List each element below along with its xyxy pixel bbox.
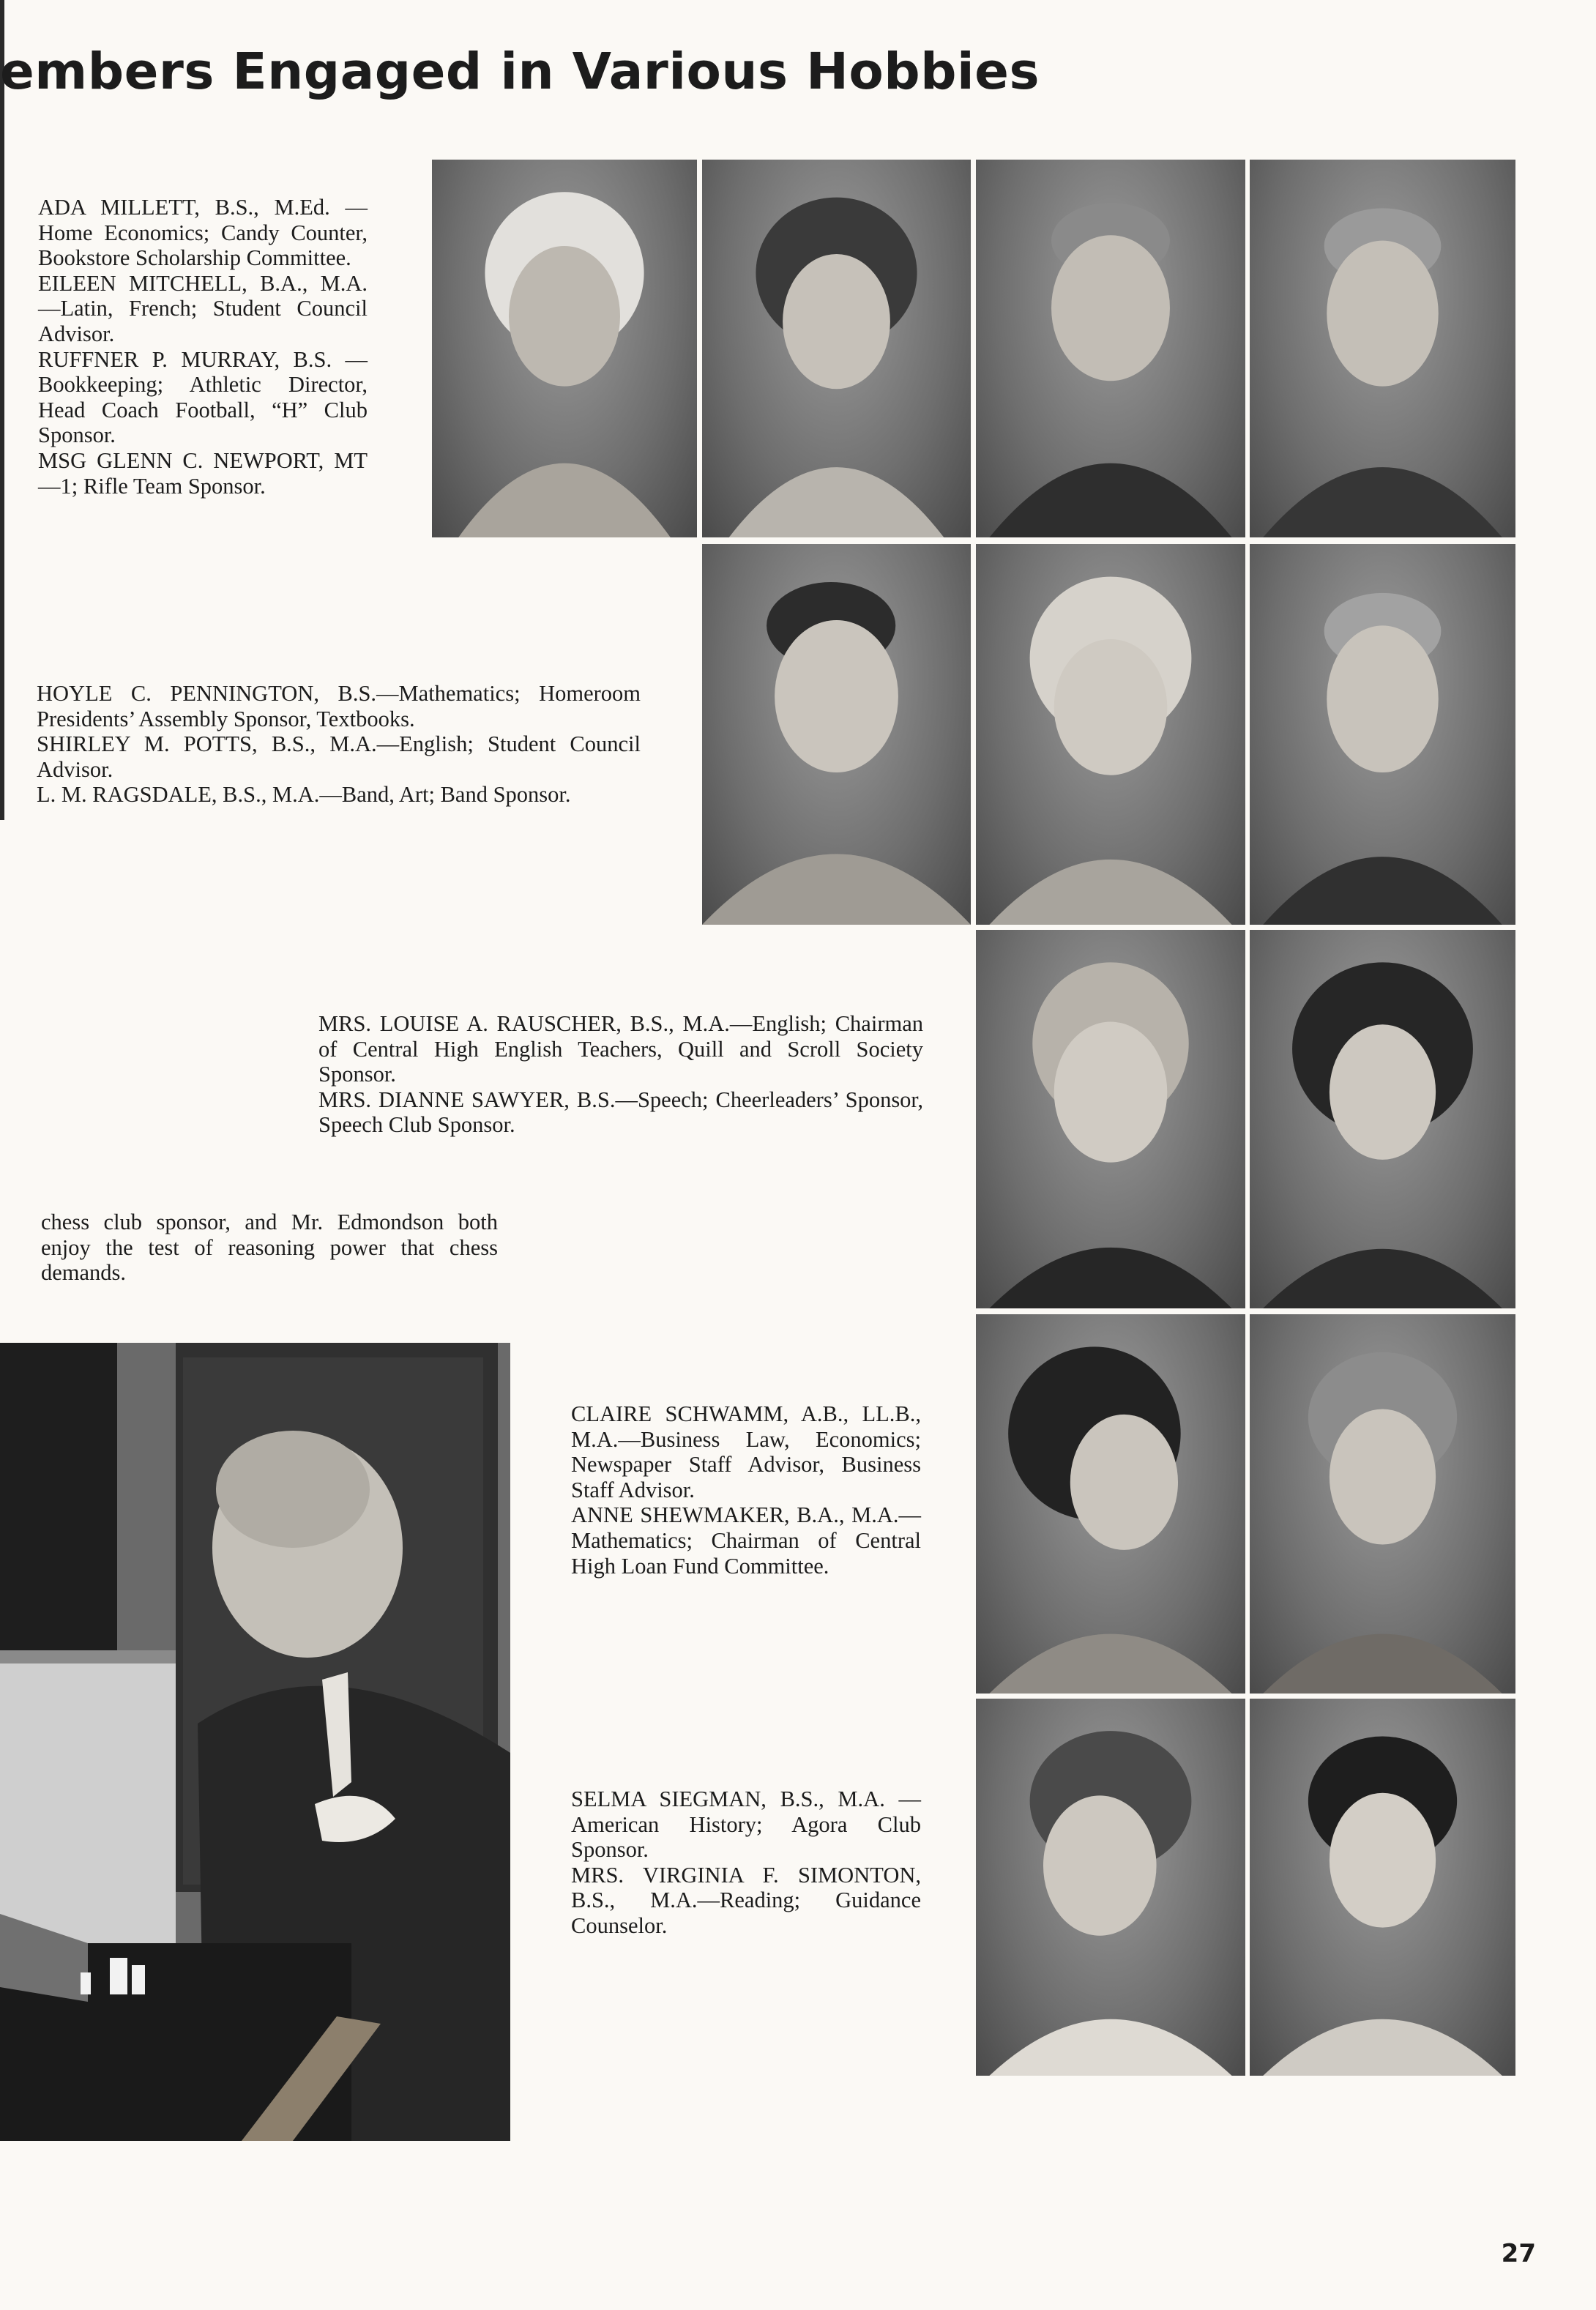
caption-virginia-simonton: MRS. VIRGINIA F. SIMONTON, B.S., M.A.—Reading; Guidance Counselor. <box>571 1862 921 1938</box>
photo-chess-player <box>0 1343 510 2141</box>
portrait-shirley-potts <box>976 544 1245 925</box>
caption-anne-shewmaker: ANNE SHEWMAKER, B.A., M.A.—Mathematics; Chairman of Central High Loan Fund Committee. <box>571 1502 921 1579</box>
caption-ada-millett: ADA MILLETT, B.S., M.Ed. —Home Economics; Candy Counter, Bookstore Scholarship Committee. <box>38 195 368 271</box>
caption-chess <box>41 1210 498 1286</box>
portrait-virginia-simonton <box>1250 1699 1515 2076</box>
caption-chess-text: chess club sponsor, and Mr. Edmondson both enjoy the test of reasoning power that chess demands. <box>41 1210 498 1286</box>
portrait-ada-millett <box>432 160 697 537</box>
page-title: embers Engaged in Various Hobbies <box>0 42 1040 101</box>
caption-shirley-potts: SHIRLEY M. POTTS, B.S., M.A.—English; Student Council Advisor. <box>37 731 641 782</box>
portrait-ruffner-murray <box>976 160 1245 537</box>
portrait-selma-siegman <box>976 1699 1245 2076</box>
portrait-ragsdale <box>1250 544 1515 925</box>
caption-group-2 <box>37 681 641 808</box>
caption-group-5 <box>571 1786 921 1939</box>
caption-hoyle-pennington: HOYLE C. PENNINGTON, B.S.—Mathematics; Homeroom Presidents’ Assembly Sponsor, Textbooks. <box>37 681 641 731</box>
caption-group-4 <box>571 1401 921 1579</box>
caption-group-1 <box>38 195 368 499</box>
caption-claire-schwamm: CLAIRE SCHWAMM, A.B., LL.B., M.A.—Business Law, Economics; Newspaper Staff Advisor, Business Staff Advisor. <box>571 1401 921 1502</box>
caption-louise-rauscher: MRS. LOUISE A. RAUSCHER, B.S., M.A.—English; Chairman of Central High English Teachers, Quill and Scroll Society Sponsor. <box>318 1011 923 1087</box>
portrait-dianne-sawyer <box>1250 930 1515 1308</box>
caption-dianne-sawyer: MRS. DIANNE SAWYER, B.S.—Speech; Cheerleaders’ Sponsor, Speech Club Sponsor. <box>318 1087 923 1138</box>
page-number: 27 <box>1501 2239 1536 2268</box>
page-edge-shadow <box>0 0 4 820</box>
portrait-eileen-mitchell <box>702 160 971 537</box>
portrait-hoyle-pennington <box>702 544 971 925</box>
caption-ruffner-murray: RUFFNER P. MURRAY, B.S. —Bookkeeping; Athletic Director, Head Coach Football, “H” Club Sponsor. <box>38 346 368 448</box>
caption-group-3 <box>318 1011 923 1138</box>
caption-selma-siegman: SELMA SIEGMAN, B.S., M.A. —American History; Agora Club Sponsor. <box>571 1786 921 1863</box>
portrait-anne-shewmaker <box>1250 1314 1515 1694</box>
portrait-glenn-newport <box>1250 160 1515 537</box>
caption-eileen-mitchell: EILEEN MITCHELL, B.A., M.A.—Latin, French; Student Council Advisor. <box>38 270 368 346</box>
caption-glenn-newport: MSG GLENN C. NEWPORT, MT—1; Rifle Team Sponsor. <box>38 447 368 499</box>
portrait-claire-schwamm <box>976 1314 1245 1694</box>
caption-ragsdale: L. M. RAGSDALE, B.S., M.A.—Band, Art; Band Sponsor. <box>37 782 571 808</box>
portrait-louise-rauscher <box>976 930 1245 1308</box>
